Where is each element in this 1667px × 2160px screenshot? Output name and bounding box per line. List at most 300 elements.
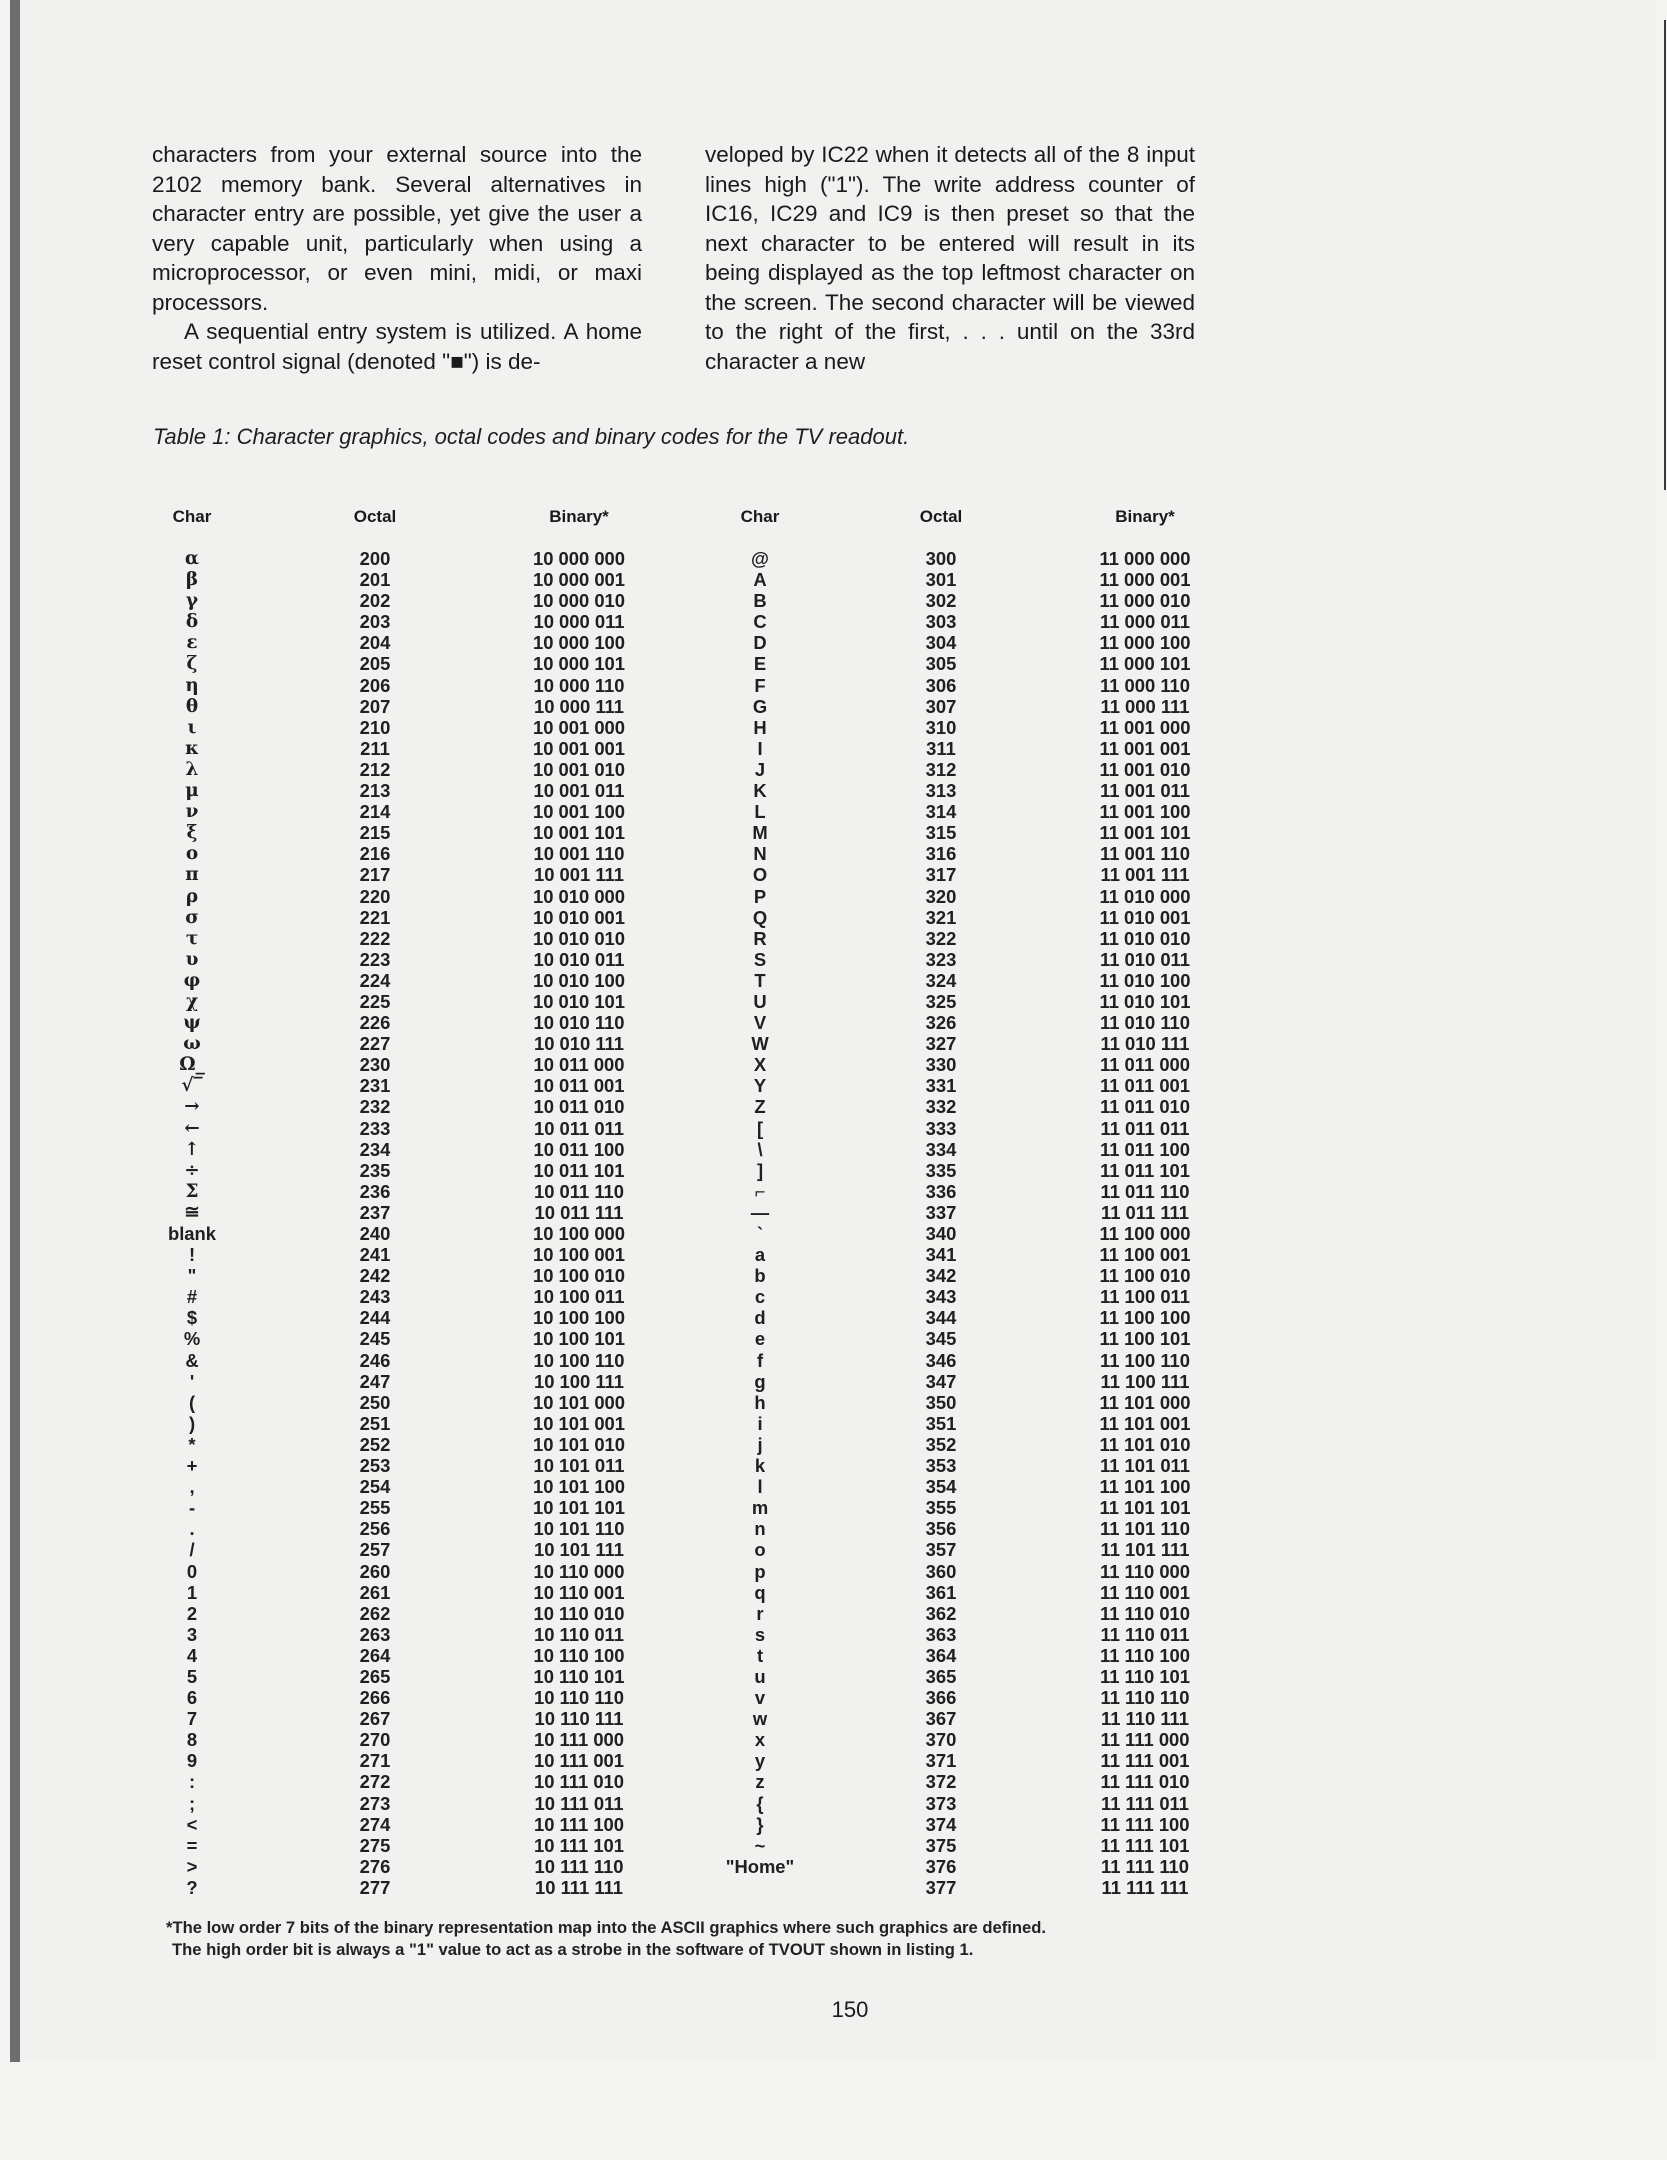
table-cell-binary: 11 001 000 [1099,716,1191,738]
table-cell-char: ' [189,1370,195,1392]
table-cell-char: T [754,969,766,991]
table-cell-binary: 10 101 011 [533,1455,625,1477]
table-cell-binary: 11 111 101 [1100,1834,1190,1856]
table-cell-octal: 207 [359,695,391,717]
table-cell-binary: 11 010 101 [1099,990,1191,1012]
column-octal-right [886,548,996,1898]
table-cell-octal: 277 [359,1876,391,1898]
table-cell-binary: 11 010 011 [1099,948,1190,970]
page-number: 150 [831,1997,869,2022]
table-cell-binary: 10 110 011 [533,1623,624,1645]
table-cell-octal: 354 [925,1476,957,1498]
table-cell-octal: 233 [359,1117,391,1139]
table-cell-octal: 333 [925,1117,957,1139]
table-cell-char: G [752,695,768,717]
table-cell-binary: 11 111 000 [1100,1729,1190,1751]
table-cell-char: X [753,1054,767,1076]
table-cell-binary: 11 011 011 [1100,1117,1190,1139]
table-cell-octal: 220 [359,885,391,907]
table-cell-octal: 337 [925,1201,957,1223]
table-cell-octal: 370 [925,1729,957,1751]
table-cell-binary: 11 011 110 [1100,1180,1190,1202]
table-cell-char: F [754,674,766,696]
table-cell-octal: 212 [359,758,391,780]
table-cell-binary: 11 010 001 [1099,906,1191,928]
table-cell-octal: 303 [925,611,957,633]
table-cell-char: 3 [186,1623,198,1645]
footnote-line: *The low order 7 bits of the binary representation map into the ASCII graphics where such graphics are defined. [166,1918,1046,1937]
table-cell-octal: 250 [359,1391,391,1413]
table-cell-binary: 11 000 010 [1099,590,1191,612]
table-cell-binary: 10 100 001 [532,1244,626,1266]
table-cell-octal: 243 [359,1286,391,1308]
table-cell-binary: 10 110 110 [533,1687,624,1709]
table-cell-binary: 11 100 011 [1099,1286,1190,1308]
table-cell-binary: 11 000 101 [1099,653,1191,675]
table-cell-octal: 263 [359,1623,391,1645]
body-text-right-column [705,140,1195,376]
table-cell-binary: 10 100 010 [532,1265,626,1287]
table-cell-binary: 10 100 000 [532,1223,626,1244]
table-cell-octal: 273 [359,1792,391,1814]
table-cell-binary: 11 000 000 [1099,548,1191,569]
table-cell-binary: 10 001 110 [533,843,625,865]
table-cell-octal: 201 [359,569,391,591]
table-cell-char: 8 [186,1729,198,1751]
table-cell-binary: 11 111 111 [1101,1876,1189,1898]
table-cell-binary: 11 110 010 [1099,1602,1190,1624]
table-cell-char: : [188,1771,196,1793]
table-cell-octal: 353 [925,1455,957,1477]
table-cell-binary: 11 011 100 [1099,1138,1190,1160]
table-cell-char: g [754,1370,766,1392]
table-cell-char: ? [186,1876,198,1898]
table-cell-binary: 11 100 101 [1099,1328,1191,1350]
table-cell-char: φ [183,969,201,991]
column-octal-left [320,548,430,1898]
table-cell-octal: 343 [925,1286,957,1308]
table-cell-char: Σ [185,1180,199,1202]
table-cell-char: ` [756,1223,764,1244]
table-footnote [166,1917,1252,1961]
table-cell-octal: 214 [359,801,391,823]
table-cell-char: ; [188,1792,196,1814]
table-cell-octal: 205 [359,653,391,675]
table-cell-octal: 275 [359,1834,391,1856]
header-octal-left: Octal [353,507,397,526]
table-cell-char: R [753,927,767,949]
table-cell-char: + [186,1455,198,1477]
table-cell-octal: 312 [925,758,957,780]
table-cell-binary: 10 011 001 [533,1075,625,1097]
table-cell-binary: 11 101 010 [1099,1433,1191,1455]
table-cell-char: & [185,1349,199,1371]
table-cell-char: 2 [186,1602,198,1624]
column-char-right [700,548,820,1877]
table-cell-octal: 206 [359,674,391,696]
table-cell-char: "Home" [725,1855,795,1877]
table-cell-binary: 10 110 111 [534,1708,624,1730]
table-cell-octal: 217 [359,864,391,886]
table-cell-char: 0 [186,1560,198,1582]
table-cell-char: q [754,1581,766,1603]
table-cell-octal: 324 [925,969,957,991]
table-cell-octal: 245 [359,1328,391,1350]
table-cell-char: m [751,1497,769,1519]
table-cell-binary: 11 000 001 [1099,569,1191,591]
table-cell-octal: 266 [359,1687,391,1709]
table-cell-binary: 11 011 101 [1099,1159,1190,1181]
table-cell-binary: 11 000 111 [1100,695,1190,717]
table-cell-binary: 11 001 001 [1099,737,1191,759]
table-cell-binary: 10 111 010 [533,1771,624,1793]
table-cell-char: r [756,1602,764,1624]
table-cell-binary: 10 001 010 [532,758,626,780]
table-cell-binary: 10 000 101 [532,653,626,675]
table-cell-binary: 10 001 101 [532,822,626,844]
table-cell-octal: 234 [359,1138,391,1160]
table-cell-char: v [754,1687,766,1709]
table-cell-octal: 211 [360,737,390,759]
table-cell-char: Ω_ [179,1054,205,1076]
table-cell-octal: 203 [359,611,391,633]
table-cell-binary: 10 110 001 [533,1581,625,1603]
table-cell-char: ~ [754,1834,766,1856]
table-cell-octal: 302 [925,590,957,612]
table-cell-octal: 264 [359,1644,391,1666]
table-cell-octal: 227 [359,1033,391,1055]
table-cell-octal: 340 [925,1223,957,1244]
table-cell-octal: 247 [359,1370,391,1392]
table-cell-octal: 261 [359,1581,391,1603]
table-cell-octal: 300 [925,548,957,569]
table-cell-octal: 241 [359,1244,391,1266]
table-cell-char: h [754,1391,766,1413]
table-cell-char: * [188,1433,196,1455]
table-cell-octal: 276 [359,1855,391,1877]
table-cell-binary: 10 011 111 [534,1201,624,1223]
table-cell-binary: 10 010 101 [532,990,626,1012]
table-cell-binary: 11 001 101 [1099,822,1191,844]
table-cell-binary: 11 000 100 [1099,632,1191,654]
table-cell-binary: 11 001 100 [1099,801,1191,823]
table-cell-char: d [754,1307,766,1329]
table-cell-octal: 364 [925,1644,957,1666]
table-cell-octal: 204 [359,632,391,654]
table-cell-octal: 360 [925,1560,957,1582]
table-cell-char: υ [185,948,199,970]
table-cell-octal: 350 [925,1391,957,1413]
table-cell-octal: 301 [925,569,957,591]
table-cell-char: E [753,653,767,675]
table-cell-octal: 371 [925,1750,957,1772]
table-cell-binary: 10 110 100 [533,1644,625,1666]
table-cell-binary: 10 010 111 [533,1033,624,1055]
table-cell-char: K [753,780,767,802]
table-cell-binary: 10 001 111 [533,864,624,886]
table-cell-octal: 252 [359,1433,391,1455]
table-cell-binary: 11 010 100 [1099,969,1191,991]
table-cell-octal: 372 [925,1771,957,1793]
table-cell-octal: 306 [925,674,957,696]
table-cell-octal: 254 [359,1476,391,1498]
table-cell-char: A [753,569,767,591]
table-cell-binary: 11 110 001 [1099,1581,1190,1603]
table-cell-octal: 325 [925,990,957,1012]
table-cell-binary: 11 111 110 [1101,1855,1189,1877]
table-cell-char: ζ [186,653,198,675]
table-cell-binary: 11 010 000 [1099,885,1191,907]
table-cell-binary: 10 111 100 [533,1813,624,1835]
table-cell-char: j [757,1433,763,1455]
table-cell-binary: 11 011 000 [1099,1054,1190,1076]
table-cell-binary: 10 100 110 [533,1349,625,1371]
table-cell-octal: 267 [359,1708,391,1730]
table-cell-octal: 244 [359,1307,391,1329]
table-cell-char: w [752,1708,768,1730]
table-cell-binary: 11 111 010 [1100,1771,1190,1793]
table-cell-binary: 10 010 110 [533,1012,625,1034]
table-cell-binary: 11 010 111 [1100,1033,1190,1055]
table-cell-char: y [754,1750,766,1772]
table-cell-octal: 322 [925,927,957,949]
table-cell-binary: 10 011 000 [533,1054,625,1076]
table-cell-binary: 10 100 101 [532,1328,626,1350]
table-cell-binary: 10 100 100 [532,1307,626,1329]
table-cell-binary: 10 101 001 [532,1412,626,1434]
table-cell-char: Y [753,1075,767,1097]
table-cell-octal: 270 [359,1729,391,1751]
table-cell-binary: 10 111 001 [533,1750,624,1772]
table-cell-octal: 347 [925,1370,957,1392]
table-cell-char: γ [185,590,199,612]
table-cell-char: a [754,1244,766,1266]
table-cell-octal: 316 [925,843,957,865]
table-cell-char: / [189,1539,195,1561]
table-cell-octal: 352 [925,1433,957,1455]
table-cell-octal: 251 [359,1412,391,1434]
body-paragraph: A sequential entry system is utilized. A home reset control signal (denoted "■") is de- [152,319,642,374]
table-cell-octal: 232 [359,1096,391,1118]
table-cell-octal: 335 [925,1159,957,1181]
table-cell-octal: 314 [925,801,957,823]
table-cell-char: ( [188,1391,196,1413]
table-cell-octal: 265 [359,1665,391,1687]
table-cell-char: e [754,1328,766,1350]
table-cell-octal: 323 [925,948,957,970]
table-cell-binary: 11 100 001 [1099,1244,1191,1266]
table-cell-char: Q [752,906,768,928]
table-cell-binary: 11 100 111 [1100,1370,1190,1392]
table-cell-binary: 10 011 010 [533,1096,625,1118]
table-cell-binary: 11 101 000 [1099,1391,1191,1413]
table-cell-octal: 307 [925,695,957,717]
table-cell-octal: 221 [359,906,391,928]
table-cell-octal: 334 [925,1138,957,1160]
header-octal-right: Octal [919,507,963,526]
page-edge-rule [1664,20,1666,490]
body-paragraph: characters from your external source into the 2102 memory bank. Several alternatives in character entry are possible, yet give the user a very capable unit, particularly when using a microprocessor, or even mini, midi, or maxi processors. [152,142,642,315]
table-cell-binary: 11 110 000 [1099,1560,1190,1582]
table-cell-binary: 10 000 111 [533,695,624,717]
table-cell-char: ξ [186,822,198,844]
table-cell-char: ] [756,1159,764,1181]
table-cell-char: # [186,1286,198,1308]
table-cell-octal: 253 [359,1455,391,1477]
table-cell-octal: 375 [925,1834,957,1856]
footnote-line: The high order bit is always a "1" value to act as a strobe in the software of TVOUT shown in listing 1. [172,1940,974,1959]
table-cell-octal: 341 [925,1244,957,1266]
table-cell-binary: 10 111 111 [535,1876,623,1898]
table-cell-octal: 231 [359,1075,391,1097]
table-cell-octal: 226 [359,1012,391,1034]
table-cell-octal: 216 [359,843,391,865]
table-cell-binary: 11 100 110 [1099,1349,1190,1371]
table-cell-char: ε [186,632,198,654]
table-cell-char: 6 [186,1687,198,1709]
table-cell-char: = [186,1834,198,1856]
table-cell-char: % [183,1328,201,1350]
table-cell-binary: 10 000 010 [532,590,626,612]
table-cell-char: → [184,1096,200,1118]
table-cell-octal: 351 [925,1412,957,1434]
table-cell-octal: 242 [359,1265,391,1287]
table-cell-char: π [185,864,199,886]
table-cell-binary: 10 011 110 [533,1180,624,1202]
table-cell-binary: 10 010 011 [533,948,625,970]
table-cell-char: x [754,1729,766,1751]
table-cell-char: z [755,1771,765,1793]
table-cell-binary: 10 101 010 [532,1433,626,1455]
table-cell-octal: 230 [359,1054,391,1076]
table-cell-octal: 320 [925,885,957,907]
table-cell-octal: 310 [925,716,957,738]
table-cell-octal: 210 [359,716,391,738]
table-cell-binary: 10 010 100 [532,969,626,991]
table-cell-octal: 224 [359,969,391,991]
table-cell-binary: 11 000 110 [1099,674,1190,696]
table-cell-octal: 255 [359,1497,391,1519]
table-cell-char: i [757,1412,763,1434]
table-cell-binary: 11 110 011 [1100,1623,1190,1645]
table-cell-binary: 11 101 001 [1099,1412,1191,1434]
table-cell-octal: 311 [926,737,956,759]
table-cell-char: M [752,822,768,844]
table-cell-binary: 10 000 001 [532,569,626,591]
table-cell-char: α [184,548,200,569]
table-cell-char: t [756,1644,764,1666]
table-cell-octal: 344 [925,1307,957,1329]
table-cell-octal: 356 [925,1518,957,1540]
table-cell-binary: 11 011 001 [1099,1075,1190,1097]
table-cell-binary: 10 111 110 [534,1855,624,1877]
header-char-right: Char [740,507,780,526]
table-cell-char: ← [184,1117,200,1139]
table-cell-octal: 223 [359,948,391,970]
table-cell-octal: 246 [359,1349,391,1371]
table-cell-octal: 225 [359,990,391,1012]
table-cell-binary: 10 101 000 [532,1391,626,1413]
table-cell-char: ) [188,1412,196,1434]
table-cell-char: s [754,1623,766,1645]
table-cell-binary: 11 101 111 [1100,1539,1190,1561]
table-cell-char: C [753,611,767,633]
table-cell-char: 5 [186,1665,198,1687]
table-cell-octal: 321 [925,906,957,928]
table-cell-char: u [754,1665,766,1687]
table-cell-char: V [753,1012,767,1034]
body-text-left-column [152,140,642,376]
table-cell-char: k [754,1455,766,1477]
table-cell-octal: 355 [925,1497,957,1519]
table-cell-char: S [753,948,767,970]
table-cell-char: Z [754,1096,766,1118]
table-cell-binary: 10 100 111 [533,1370,624,1392]
table-cell-char: J [754,758,766,780]
table-cell-binary: 11 001 111 [1100,864,1190,886]
table-cell-octal: 330 [925,1054,957,1076]
table-cell-char: L [754,801,766,823]
table-cell-octal: 222 [359,927,391,949]
table-cell-binary: 10 011 100 [533,1138,625,1160]
table-cell-char: P [753,885,767,907]
table-cell-char: } [756,1813,764,1835]
header-char-left: Char [172,507,212,526]
table-cell-binary: 10 011 011 [533,1117,624,1139]
table-cell-char: δ [185,611,199,633]
table-cell-char: O [752,864,768,886]
table-cell-char: 1 [186,1581,198,1603]
table-cell-binary: 11 001 010 [1099,758,1191,780]
table-cell-char: { [756,1792,764,1814]
body-paragraph: veloped by IC22 when it detects all of the 8 input lines high ("1"). The write address counter of IC16, IC29 and IC9 is then preset so that the next character to be entered will result in its being displayed as the top leftmost character on the screen. The second character will be viewed to the right of the first, . . . until on the 33rd character a new [705,142,1195,374]
table-cell-octal: 315 [925,822,957,844]
table-cell-octal: 346 [925,1349,957,1371]
table-cell-binary: 11 111 100 [1100,1813,1190,1835]
table-cell-binary: 11 111 001 [1100,1750,1190,1772]
table-cell-binary: 11 111 011 [1101,1792,1189,1814]
table-cell-octal: 332 [925,1096,957,1118]
table-cell-char: \ [757,1138,763,1160]
table-cell-char: 7 [186,1708,198,1730]
table-cell-char: o [754,1539,766,1561]
table-cell-octal: 366 [925,1687,957,1709]
table-cell-octal: 213 [359,780,391,802]
table-cell-octal: 365 [925,1665,957,1687]
table-cell-binary: 10 001 100 [532,801,626,823]
table-cell-octal: 256 [359,1518,391,1540]
table-cell-char: ≅ [184,1201,200,1223]
table-cell-binary: 11 001 110 [1099,843,1190,865]
column-char-left [132,548,252,1898]
table-cell-octal: 257 [359,1539,391,1561]
table-cell-char: . [189,1518,195,1540]
table-cell-octal: 305 [925,653,957,675]
table-cell-char: H [753,716,767,738]
table-cell-binary: 10 101 100 [532,1476,626,1498]
table-cell-char: @ [751,548,769,569]
table-cell-binary: 10 111 000 [533,1729,624,1751]
table-cell-binary: 10 111 101 [533,1834,624,1856]
table-cell-binary: 10 001 000 [532,716,626,738]
table-cell-octal: 235 [359,1159,391,1181]
table-cell-binary: 11 110 111 [1101,1708,1189,1730]
table-cell-binary: 11 110 110 [1100,1687,1190,1709]
table-cell-octal: 361 [925,1581,957,1603]
table-cell-binary: 10 111 011 [534,1792,624,1814]
table-cell-char: N [753,843,767,865]
table-cell-char: b [754,1265,766,1287]
